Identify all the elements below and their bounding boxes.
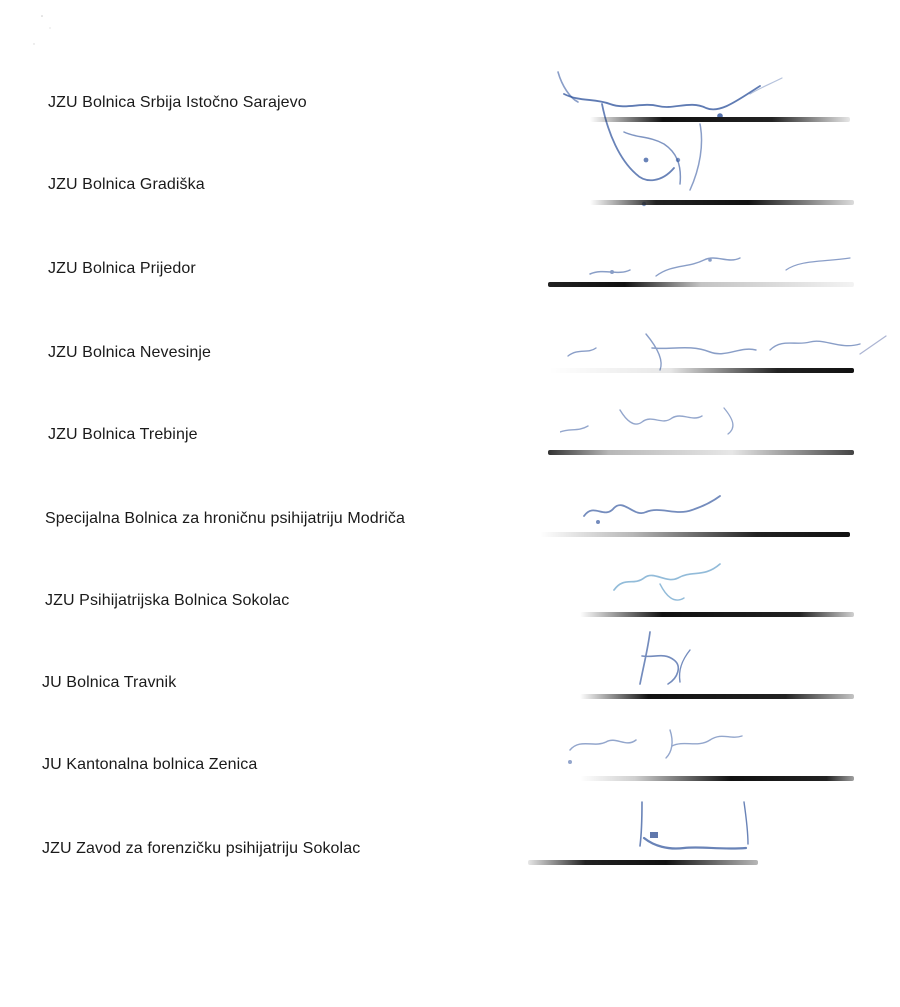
institution-name: JZU Zavod za forenzičku psihijatriju Sokolac [42,840,361,857]
signature-image [560,718,760,778]
signature-image [560,398,860,448]
signature-row [0,62,900,146]
institution-name: JZU Bolnica Trebinje [48,426,198,443]
institution-name: JZU Bolnica Srbija Istočno Sarajevo [48,94,307,111]
signature-row [0,482,900,566]
signature-row [0,146,900,230]
signature-line [590,200,854,205]
signature-row [0,314,900,398]
signature-image [620,626,720,698]
signature-row [0,398,900,482]
signature-line [580,612,854,617]
signature-line [528,860,758,865]
institution-name: JZU Bolnica Prijedor [48,260,196,277]
signature-row [0,816,900,900]
signature-line [548,368,854,373]
signature-line [548,282,854,287]
signature-line [590,117,850,122]
institution-name: JU Bolnica Travnik [42,674,177,691]
signature-row [0,650,900,734]
signature-line [580,776,854,781]
institution-name: JU Kantonalna bolnica Zenica [42,756,258,773]
signature-line [540,532,850,537]
signature-row [0,230,900,314]
signature-image [620,798,760,862]
signature-image [580,492,740,532]
institution-name: JZU Bolnica Nevesinje [48,344,212,361]
institution-name: Specijalna Bolnica za hroničnu psihijatriju Modriča [45,510,405,527]
signature-image [560,246,860,296]
scan-specks [30,10,60,50]
institution-name: JZU Psihijatrijska Bolnica Sokolac [45,592,290,609]
signature-line [548,450,854,455]
signature-row [0,732,900,816]
institution-name: JZU Bolnica Gradiška [48,176,205,193]
signature-line [580,694,854,699]
signature-image [600,556,760,616]
signature-row [0,566,900,650]
